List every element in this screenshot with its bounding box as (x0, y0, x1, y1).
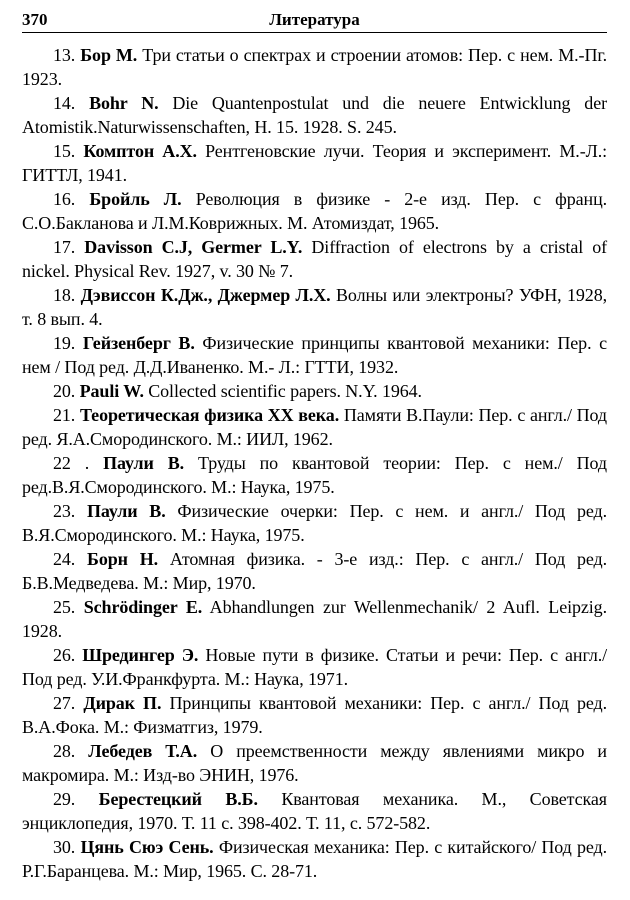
reference-author: Davisson C.J, Germer L.Y. (84, 237, 303, 257)
reference-author: Дэвиссон К.Дж., Джермер Л.Х. (80, 285, 331, 305)
reference-number: 23. (53, 501, 76, 521)
reference-text: Революция в физике - 2-е изд. Пер. с франц. С.О.Бакланова и Л.М.Коврижных. М. Атомиздат, 1965. (22, 189, 608, 233)
reference-author: Борн Н. (87, 549, 159, 569)
reference-number: 13. (53, 45, 76, 65)
reference-text: Атомная физика. - 3-е изд.: Пер. с англ./ Под ред. Б.В.Медведева. М.: Мир, 1970. (22, 549, 607, 593)
reference-number: 25. (53, 597, 76, 617)
reference-item (22, 139, 607, 187)
reference-author: Берестецкий В.Б. (98, 789, 258, 809)
reference-number: 19. (53, 333, 76, 353)
reference-item (22, 643, 607, 691)
reference-item (22, 595, 607, 643)
reference-text: Abhandlungen zur Wellenmechanik/ 2 Aufl. Leipzig. 1928. (22, 597, 607, 641)
reference-text: Физические принципы квантовой механики: Пер. с нем / Под ред. Д.Д.Иваненко. М.- Л.: ГТТИ, 1932. (22, 333, 607, 377)
reference-author: Schrödinger E. (83, 597, 203, 617)
reference-item (22, 691, 607, 739)
reference-number: 24. (53, 549, 76, 569)
reference-item (22, 235, 607, 283)
reference-text: Die Quantenpostulat und die neuere Entwicklung der Atomistik.Naturwissenschaften, H. 15. 1928. S. 245. (22, 93, 607, 137)
reference-item (22, 739, 607, 787)
reference-text: Принципы квантовой механики: Пер. с англ./ Под ред. В.А.Фока. М.: Физматгиз, 1979. (22, 693, 607, 737)
reference-number: 14. (53, 93, 76, 113)
reference-author: Pauli W. (79, 381, 144, 401)
reference-text: Квантовая механика. М., Советская энциклопедия, 1970. Т. 11 с. 398-402. Т. 11, с. 572-582. (22, 789, 607, 833)
reference-author: Паули В. (86, 501, 166, 521)
reference-number: 22 . (53, 453, 90, 473)
reference-number: 27. (53, 693, 76, 713)
reference-author: Гейзенберг В. (82, 333, 195, 353)
reference-item (22, 403, 607, 451)
reference-number: 26. (53, 645, 76, 665)
reference-item (22, 499, 607, 547)
reference-text: Физические очерки: Пер. с нем. и англ./ Под ред. В.Я.Смородинского. М.: Наука, 1975. (22, 501, 607, 545)
reference-author: Комптон А.Х. (83, 141, 197, 161)
reference-item (22, 379, 607, 403)
reference-item (22, 283, 607, 331)
reference-text: О преемственности между явлениями микро и макромира. М.: Изд-во ЭНИН, 1976. (22, 741, 607, 785)
reference-item (22, 835, 607, 883)
reference-number: 20. (53, 381, 76, 401)
reference-author: Бройль Л. (89, 189, 182, 209)
reference-number: 29. (53, 789, 76, 809)
reference-author: Шредингер Э. (82, 645, 199, 665)
reference-author: Лебедев Т.А. (88, 741, 198, 761)
reference-item (22, 787, 607, 835)
reference-text: Рентгеновские лучи. Теория и эксперимент. М.-Л.: ГИТТЛ, 1941. (22, 141, 608, 185)
reference-item (22, 91, 607, 139)
reference-text: Три статьи о спектрах и строении атомов: Пер. с нем. М.-Пг. 1923. (22, 45, 607, 89)
reference-text: Новые пути в физике. Статьи и речи: Пер. с англ./ Под ред. У.И.Франкфурта. М.: Наука, 1971. (22, 645, 608, 689)
section-title: Литература (269, 10, 360, 29)
reference-text: Памяти В.Паули: Пер. с англ./ Под ред. Я.А.Смородинского. М.: ИИЛ, 1962. (22, 405, 607, 449)
reference-item (22, 187, 607, 235)
reference-author: Теоретическая физика XX века. (79, 405, 340, 425)
reference-number: 16. (53, 189, 76, 209)
reference-author: Паули В. (103, 453, 185, 473)
reference-number: 18. (53, 285, 76, 305)
reference-author: Дирак П. (83, 693, 162, 713)
reference-author: Цянь Сюэ Сень. (80, 837, 214, 857)
reference-text: Collected scientific papers. N.Y. 1964. (148, 381, 422, 401)
reference-list (22, 43, 607, 883)
reference-text: Физическая механика: Пер. с китайского/ Под ред. Р.Г.Баранцева. М.: Мир, 1965. С. 28-71. (22, 837, 608, 881)
reference-number: 15. (53, 141, 76, 161)
reference-number: 28. (53, 741, 76, 761)
reference-number: 17. (53, 237, 76, 257)
reference-item (22, 331, 607, 379)
reference-author: Бор М. (80, 45, 138, 65)
reference-author: Bohr N. (89, 93, 159, 113)
reference-item (22, 43, 607, 91)
page-number: 370 (22, 10, 48, 29)
reference-number: 30. (53, 837, 76, 857)
reference-item (22, 451, 607, 499)
book-page (22, 8, 607, 883)
reference-text: Труды по квантовой теории: Пер. с нем./ Под ред.В.Я.Смородинского. М.: Наука, 1975. (22, 453, 607, 497)
reference-text: Diffraction of electrons by a cristal of nickel. Physical Rev. 1927, v. 30 № 7. (22, 237, 607, 281)
reference-number: 21. (53, 405, 76, 425)
reference-text: Волны или электроны? УФН, 1928, т. 8 вып. 4. (22, 285, 608, 329)
running-header (22, 8, 607, 33)
reference-item (22, 547, 607, 595)
